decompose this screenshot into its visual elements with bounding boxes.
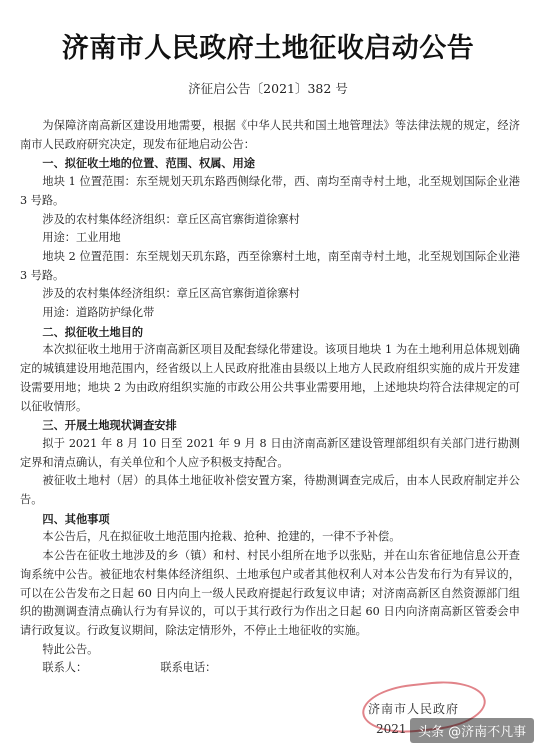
announcement-body (20, 117, 520, 678)
body-paragraph: 涉及的农村集体经济组织：章丘区高官寨街道徐寨村 (42, 212, 300, 226)
issuer-name: 济南市人民政府 (368, 702, 460, 716)
body-paragraph: 地块 1 位置范围：东至规划天玑东路西侧绿化带，西、南均至南寺村土地，北至规划国际企业港 3 号路。 (20, 175, 520, 207)
issue-date: 2021 (376, 722, 407, 736)
body-paragraph: 被征收土地村（居）的具体土地征收补偿安置方案，待勘测调查完成后，由本人民政府制定并公告。 (20, 474, 520, 507)
body-paragraph: 为保障济南高新区建设用地需要，根据《中华人民共和国土地管理法》等法律法规的规定，经济南市人民政府研究决定，现发布征地启动公告： (20, 119, 520, 151)
section-heading: 二、拟征收土地目的 (42, 324, 144, 339)
section-heading: 四、其他事项 (42, 511, 110, 526)
paragraph-list (20, 117, 520, 659)
body-paragraph: 拟于 2021 年 8 月 10 日至 2021 年 9 月 8 日由济南高新区建设管理部组织有关部门进行勘测定界和清点确认，有关单位和个人应予积极支持配合。 (20, 436, 520, 469)
contact-line (20, 659, 520, 678)
body-paragraph: 特此公告。 (42, 642, 99, 656)
body-paragraph: 用途：道路防护绿化带 (42, 306, 155, 320)
section-heading: 一、拟征收土地的位置、范围、权属、用途 (42, 156, 255, 171)
contact-phone-label: 联系电话： (160, 661, 217, 675)
contact-person-label: 联系人： (42, 661, 88, 675)
body-paragraph: 本公告后，凡在拟征收土地范围内抢栽、抢种、抢建的，一律不予补偿。 (42, 530, 401, 544)
page-title: 济南市人民政府土地征收启动公告 (61, 33, 475, 64)
body-paragraph: 用途：工业用地 (42, 231, 121, 245)
body-paragraph: 本公告在征收土地涉及的乡（镇）和村、村民小组所在地予以张贴，并在山东省征地信息公开查询系统中公告。被征地农村集体经济组织、土地承包户或者其他权利人对本公告发布行为有异议的，可以在公告发布之日起 60 日内向上一级人民政府提起行政复议申请；对济南高新区自然资源部门组织的勘测调查清点确认行为有异议的，可以于其行政行为作出之日起 60 日内向济南高新区管委会申请行政复议。行政复议期间，除法定情形外，不停止土地征收的实施。 (20, 549, 520, 637)
section-heading: 三、开展土地现状调查安排 (42, 418, 177, 433)
source-watermark: 头条 @济南不凡事 (410, 718, 534, 743)
body-paragraph: 本次拟征收土地用于济南高新区项目及配套绿化带建设。该项目地块 1 为在土地利用总体规划确定的城镇建设用地范围内，经省级以上人民政府批准由县级以上地方人民政府组织实施的成片开发建设需要用地；地块 2 为由政府组织实施的市政公用公共事业需要用地，上述地块均符合法律规定的可以征收情形。 (20, 343, 520, 413)
document-number: 济征启公告〔2021〕382 号 (188, 81, 348, 96)
body-paragraph: 地块 2 位置范围：东至规划天玑东路，西至徐寨村土地，南至南寺村土地，北至规划国际企业港 3 号路。 (20, 249, 520, 282)
body-paragraph: 涉及的农村集体经济组织：章丘区高官寨街道徐寨村 (42, 287, 300, 301)
